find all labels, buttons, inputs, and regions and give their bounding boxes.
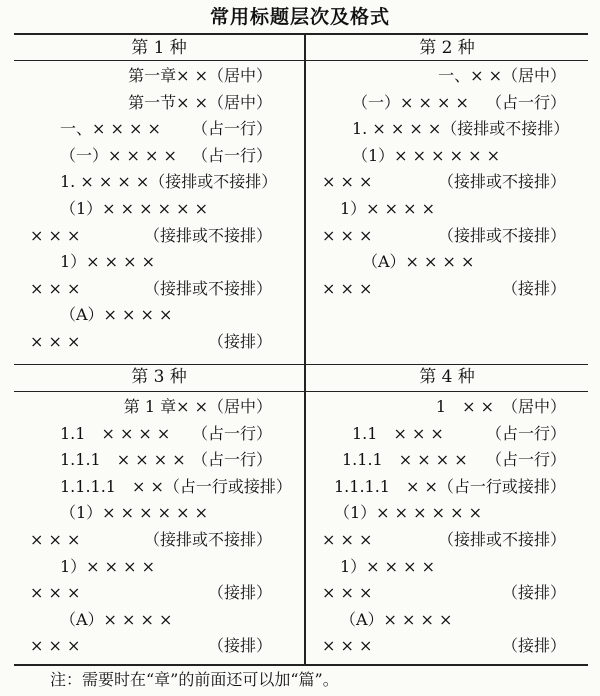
- footnote: 注：需要时在“章”的前面还可以加“篇”。: [50, 670, 339, 689]
- q4-row-8-heading: （A）× × × ×: [340, 609, 453, 629]
- q1-row-0-format: 第一章× ×（居中）: [128, 66, 272, 85]
- middle-rule-2: [14, 391, 588, 392]
- q1-row-8-heading: × × ×: [30, 278, 81, 298]
- q4-row-5-heading: × × ×: [322, 530, 373, 549]
- q1-row-10-heading: × × ×: [30, 332, 81, 351]
- q1-row-6-format: （接排或不接排）: [143, 225, 272, 245]
- page-title: 常用标题层次及格式: [209, 6, 390, 28]
- middle-rule-1: [14, 364, 588, 365]
- q1-row-2-heading: 一、× × × ×: [60, 119, 161, 139]
- q4-row-2-heading: 1.1.1 × × × ×: [342, 450, 468, 470]
- q4-row-4-heading: （1）× × × × × ×: [334, 503, 483, 523]
- q2-row-4-format: （接排或不接排）: [437, 172, 566, 192]
- q1-row-9-heading: （A）× × × ×: [60, 305, 173, 325]
- q1-row-2-format: （占一行）: [191, 119, 272, 139]
- q3-row-9-heading: × × ×: [30, 636, 81, 656]
- q3-row-1-heading: 1.1 × × × ×: [60, 423, 171, 443]
- q3-row-3-heading: 1.1.1.1 × ×（占一行或接排）: [60, 476, 292, 496]
- q4-row-0-format: 1 × × （居中）: [435, 397, 566, 416]
- q2-row-0-format: 一、× ×（居中）: [438, 66, 566, 85]
- q3-row-7-format: （接排）: [207, 583, 272, 603]
- q2-row-8-format: （接排）: [501, 278, 566, 298]
- header-type-3: 第 3 种: [131, 367, 187, 387]
- q2-row-1-format: （占一行）: [485, 92, 566, 112]
- q3-row-4-heading: （1）× × × × × ×: [60, 503, 209, 523]
- q1-row-10-format: （接排）: [207, 332, 272, 351]
- q3-row-2-format: （占一行）: [191, 450, 272, 470]
- column-divider: [304, 35, 306, 664]
- q2-row-6-format: （接排或不接排）: [437, 225, 566, 245]
- q1-row-6-heading: × × ×: [30, 225, 81, 245]
- q2-row-2-heading: 1. × × × ×（接排或不接排）: [352, 119, 570, 139]
- q1-row-3-format: （占一行）: [191, 145, 272, 165]
- q1-row-7-heading: 1）× × × ×: [60, 252, 156, 272]
- header-type-2: 第 2 种: [419, 38, 475, 58]
- q3-row-5-format: （接排或不接排）: [143, 530, 272, 549]
- q4-row-7-format: （接排）: [501, 583, 566, 603]
- q2-row-7-heading: （A）× × × ×: [362, 252, 475, 272]
- header-rule-top: [14, 60, 588, 61]
- q3-row-0-format: 第 1 章× ×（居中）: [123, 397, 272, 416]
- q3-row-9-format: （接排）: [207, 636, 272, 656]
- q3-row-7-heading: × × ×: [30, 583, 81, 603]
- q4-row-9-heading: × × ×: [322, 636, 373, 656]
- q4-row-7-heading: × × ×: [322, 583, 373, 603]
- q1-row-8-format: （接排或不接排）: [143, 278, 272, 298]
- q4-row-9-format: （接排）: [501, 636, 566, 656]
- q4-row-1-heading: 1.1 × × ×: [352, 423, 444, 443]
- q2-row-3-heading: （1）× × × × × ×: [352, 145, 501, 165]
- q2-row-1-heading: （一）× × × ×: [352, 92, 469, 112]
- q4-row-1-format: （占一行）: [485, 423, 566, 443]
- q2-row-8-heading: × × ×: [322, 278, 373, 298]
- header-type-4: 第 4 种: [419, 367, 475, 387]
- q4-row-3-heading: 1.1.1.1 × ×（占一行或接排）: [334, 476, 566, 496]
- q1-row-5-heading: （1）× × × × × ×: [60, 199, 209, 218]
- q4-row-6-heading: 1）× × × ×: [340, 556, 436, 576]
- q2-row-4-heading: × × ×: [322, 172, 373, 192]
- q3-row-6-heading: 1）× × × ×: [60, 556, 156, 576]
- header-type-1: 第 1 种: [131, 38, 187, 58]
- q3-row-2-heading: 1.1.1 × × × ×: [60, 450, 186, 470]
- table-top-rule: [14, 33, 588, 35]
- q3-row-5-heading: × × ×: [30, 530, 81, 549]
- q2-row-6-heading: × × ×: [322, 225, 373, 245]
- q4-row-5-format: （接排或不接排）: [437, 530, 566, 549]
- q3-row-8-heading: （A）× × × ×: [60, 609, 173, 629]
- q3-row-1-format: （占一行）: [191, 423, 272, 443]
- q1-row-3-heading: （一）× × × ×: [60, 145, 177, 165]
- q1-row-4-heading: 1. × × × ×（接排或不接排）: [60, 172, 278, 192]
- q2-row-5-heading: 1）× × × ×: [340, 199, 436, 218]
- table-bottom-rule: [14, 664, 588, 666]
- q4-row-2-format: （占一行）: [485, 450, 566, 470]
- q1-row-1-format: 第一节× ×（居中）: [128, 92, 272, 112]
